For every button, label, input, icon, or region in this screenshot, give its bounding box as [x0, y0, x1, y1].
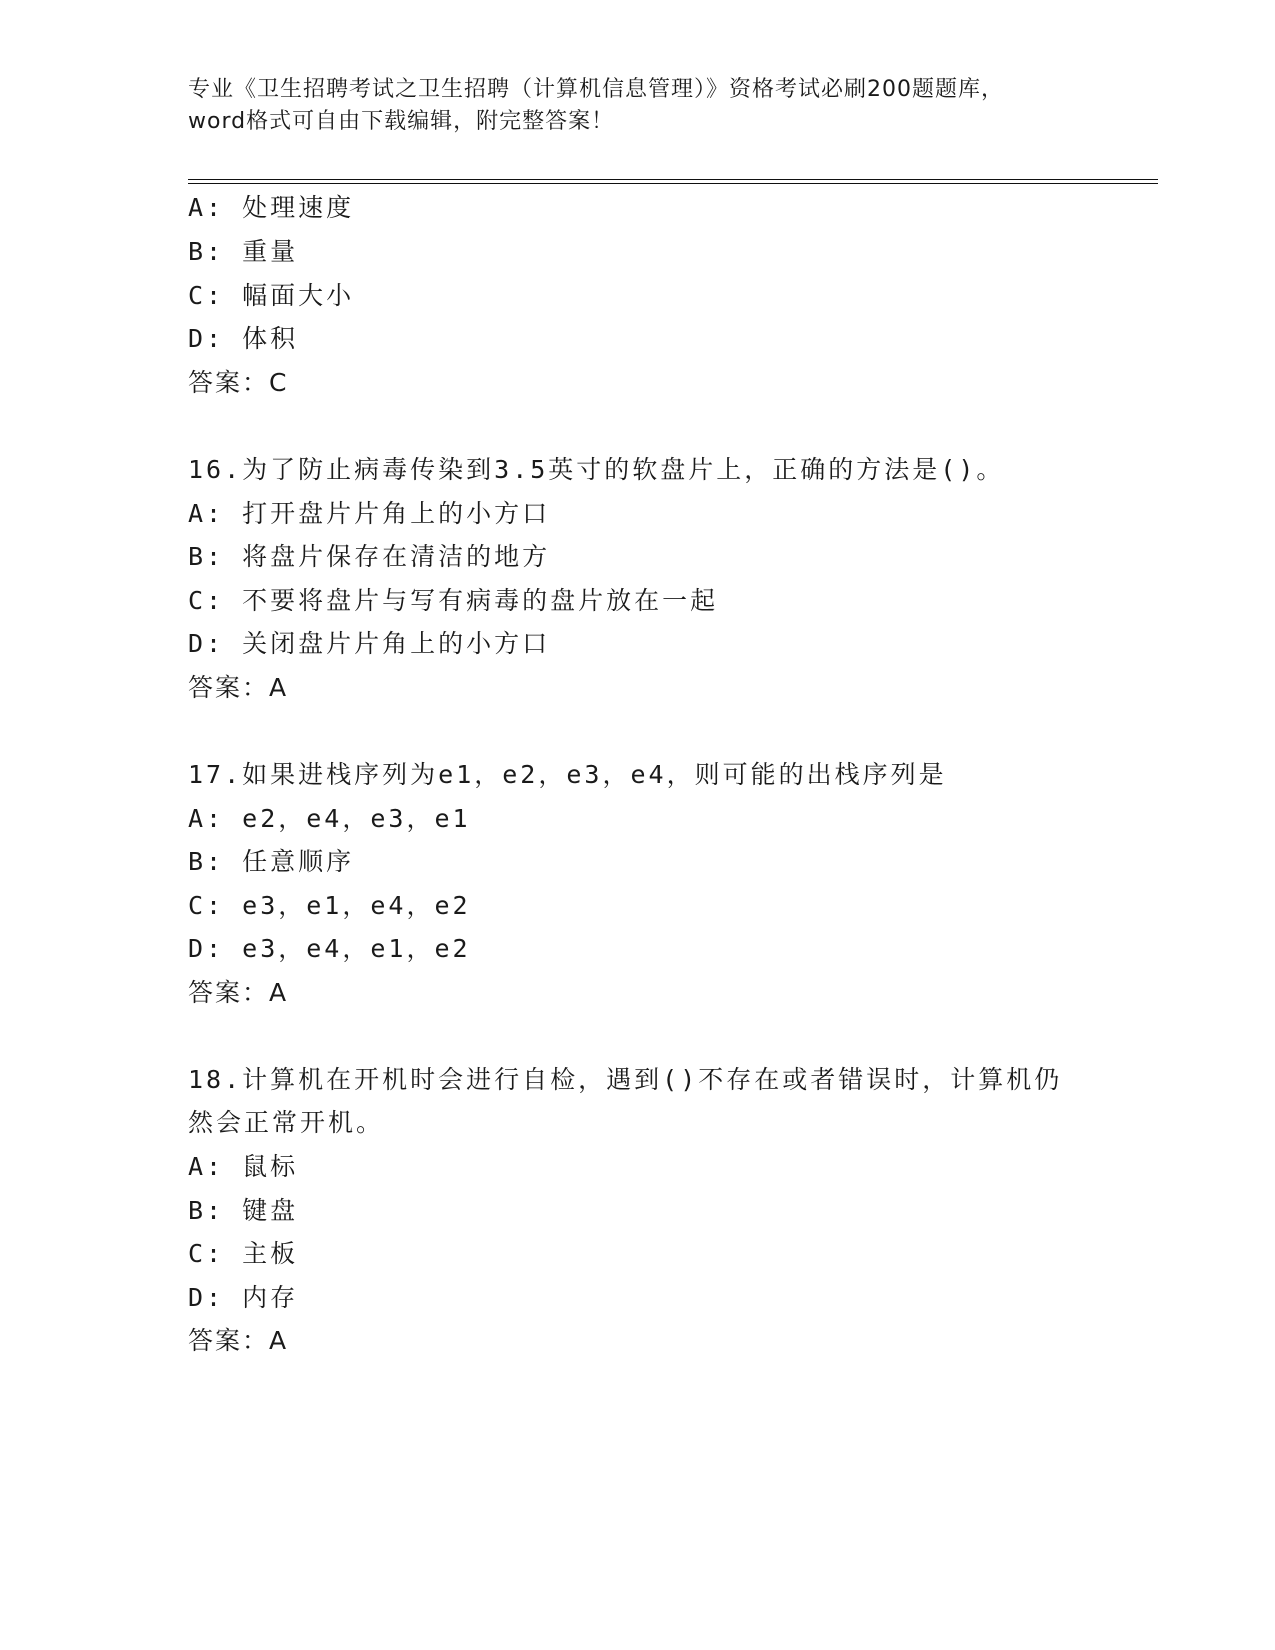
- q18-answer: 答案：A: [188, 1326, 289, 1355]
- q16-option-c: C: 不要将盘片与写有病毒的盘片放在一起: [188, 586, 719, 615]
- q15-option-c: C: 幅面大小: [188, 281, 355, 310]
- q16-option-a: A: 打开盘片片角上的小方口: [188, 499, 551, 528]
- q16-answer: 答案：A: [188, 673, 289, 702]
- header-line-1: 专业《卫生招聘考试之卫生招聘（计算机信息管理）》资格考试必刷200题题库，: [188, 77, 1004, 102]
- q15-answer: 答案：C: [188, 368, 289, 397]
- header-divider-top: [188, 179, 1158, 180]
- q18-option-a: A: 鼠标: [188, 1152, 299, 1181]
- q16-option-d: D: 关闭盘片片角上的小方口: [188, 629, 551, 658]
- q15-option-a: A: 处理速度: [188, 193, 355, 222]
- q17-option-b: B: 任意顺序: [188, 847, 355, 876]
- q17-option-d: D: e3，e4，e1，e2: [188, 934, 471, 963]
- q18-option-c: C: 主板: [188, 1239, 299, 1268]
- q17-answer: 答案：A: [188, 978, 289, 1007]
- header-line-2: word格式可自由下载编辑，附完整答案！: [188, 109, 615, 134]
- header-divider-bottom: [188, 183, 1158, 184]
- q18-question-line-1: 18.计算机在开机时会进行自检，遇到()不存在或者错误时，计算机仍: [188, 1065, 1063, 1094]
- q16-question: 16.为了防止病毒传染到3.5英寸的软盘片上，正确的方法是()。: [188, 455, 1005, 484]
- q15-option-d: D: 体积: [188, 324, 299, 353]
- q17-option-a: A: e2，e4，e3，e1: [188, 804, 471, 833]
- q17-option-c: C: e3，e1，e4，e2: [188, 891, 471, 920]
- q18-option-b: B: 键盘: [188, 1196, 299, 1225]
- q16-option-b: B: 将盘片保存在清洁的地方: [188, 542, 551, 571]
- q18-question-line-2: 然会正常开机。: [188, 1108, 385, 1137]
- q18-option-d: D: 内存: [188, 1283, 299, 1312]
- q17-question: 17.如果进栈序列为e1，e2，e3，e4，则可能的出栈序列是: [188, 760, 947, 789]
- q15-option-b: B: 重量: [188, 237, 299, 266]
- document-header: [188, 74, 1088, 138]
